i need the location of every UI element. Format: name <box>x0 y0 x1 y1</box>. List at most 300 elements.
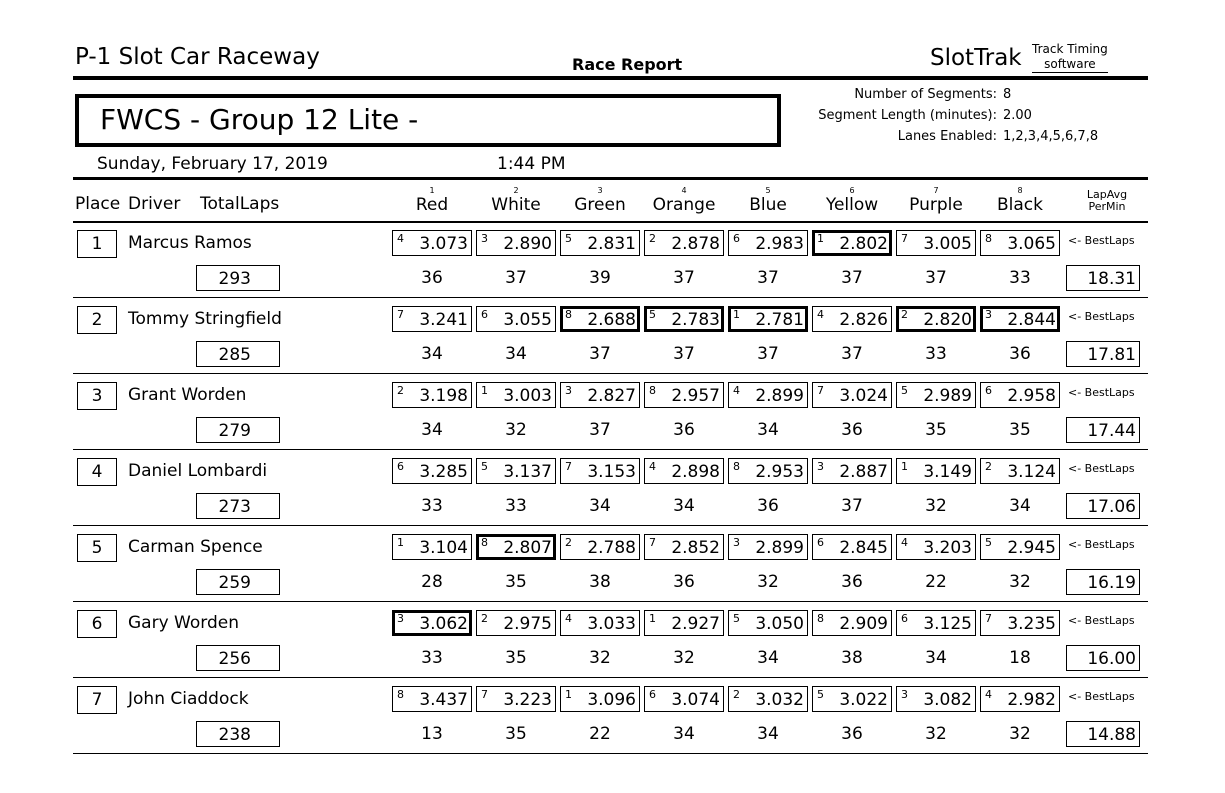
best-lap-cell <box>980 534 1060 560</box>
lane-finish-position: 1 <box>733 308 740 321</box>
best-lap-time: 2.802 <box>839 234 888 254</box>
best-lap-cell <box>812 686 892 712</box>
best-lap-time: 3.033 <box>587 614 636 634</box>
lane-laps: 37 <box>841 496 863 516</box>
best-lap-time: 3.032 <box>755 690 804 710</box>
best-lap-cell <box>392 610 472 636</box>
best-lap-cell <box>728 686 808 712</box>
best-lap-cell <box>392 534 472 560</box>
lane-laps: 35 <box>505 648 527 668</box>
best-lap-time: 3.055 <box>503 310 552 330</box>
lap-average-box: 18.31 <box>1066 265 1140 291</box>
lane-laps: 33 <box>421 648 443 668</box>
row-separator <box>73 297 1148 298</box>
best-lap-time: 2.975 <box>503 614 552 634</box>
bestlaps-label: <- BestLaps <box>1068 310 1135 323</box>
best-lap-cell <box>812 306 892 332</box>
best-lap-cell <box>980 458 1060 484</box>
meta-segments-label: Number of Segments: <box>854 87 997 102</box>
best-lap-cell <box>728 306 808 332</box>
col-lapavg <box>1072 189 1142 213</box>
lane-laps: 36 <box>673 420 695 440</box>
best-lap-time: 2.989 <box>923 386 972 406</box>
lane-laps: 22 <box>925 572 947 592</box>
best-lap-time: 2.807 <box>503 538 552 558</box>
total-laps-box: 256 <box>196 645 280 671</box>
lane-laps: 34 <box>757 420 779 440</box>
best-lap-cell <box>476 610 556 636</box>
best-lap-cell <box>896 230 976 256</box>
lane-laps: 33 <box>421 496 443 516</box>
lane-laps: 34 <box>673 496 695 516</box>
col-lapavg-line1: LapAvg <box>1086 188 1128 201</box>
best-lap-cell <box>728 534 808 560</box>
bestlaps-label: <- BestLaps <box>1068 234 1135 247</box>
driver-name: Grant Worden <box>128 385 247 405</box>
best-lap-time: 3.241 <box>419 310 468 330</box>
lane-laps: 33 <box>925 344 947 364</box>
best-lap-time: 2.890 <box>503 234 552 254</box>
bestlaps-label: <- BestLaps <box>1068 614 1135 627</box>
best-lap-time: 2.983 <box>755 234 804 254</box>
best-lap-cell <box>896 382 976 408</box>
lane-number: 5 <box>765 186 771 195</box>
lane-laps: 35 <box>505 572 527 592</box>
lane-laps: 33 <box>505 496 527 516</box>
lane-laps: 34 <box>589 496 611 516</box>
lane-finish-position: 7 <box>649 536 656 549</box>
lane-name: Purple <box>909 195 963 215</box>
best-lap-cell <box>644 230 724 256</box>
lane-finish-position: 6 <box>649 688 656 701</box>
best-lap-cell <box>392 306 472 332</box>
lane-laps: 22 <box>589 724 611 744</box>
best-lap-cell <box>560 306 640 332</box>
lane-laps: 36 <box>421 268 443 288</box>
best-lap-cell <box>896 610 976 636</box>
lane-laps: 32 <box>673 648 695 668</box>
lane-laps: 37 <box>841 268 863 288</box>
lane-finish-position: 4 <box>733 384 740 397</box>
lane-number: 3 <box>597 186 603 195</box>
best-lap-time: 2.909 <box>839 614 888 634</box>
best-lap-cell <box>812 610 892 636</box>
driver-name: Tommy Stringfield <box>128 309 282 329</box>
lane-finish-position: 8 <box>481 536 488 549</box>
place-box: 5 <box>77 534 117 562</box>
lane-laps: 34 <box>757 648 779 668</box>
best-lap-time: 3.124 <box>1007 462 1056 482</box>
lane-laps: 32 <box>589 648 611 668</box>
report-title: Race Report <box>572 55 683 74</box>
lane-finish-position: 3 <box>901 688 908 701</box>
total-laps-box: 279 <box>196 417 280 443</box>
best-lap-cell <box>392 686 472 712</box>
lane-finish-position: 2 <box>649 232 656 245</box>
lap-average-box: 17.44 <box>1066 417 1140 443</box>
lane-finish-position: 5 <box>649 308 656 321</box>
lane-header-green <box>558 186 642 215</box>
driver-name: Carman Spence <box>128 537 263 557</box>
best-lap-time: 3.125 <box>923 614 972 634</box>
lane-finish-position: 1 <box>649 612 656 625</box>
best-lap-time: 2.852 <box>671 538 720 558</box>
best-lap-cell <box>812 230 892 256</box>
lane-laps: 34 <box>1009 496 1031 516</box>
lane-laps: 32 <box>1009 724 1031 744</box>
best-lap-time: 3.082 <box>923 690 972 710</box>
lane-laps: 37 <box>757 268 779 288</box>
lane-laps: 32 <box>757 572 779 592</box>
best-lap-cell <box>812 458 892 484</box>
best-lap-time: 2.982 <box>1007 690 1056 710</box>
col-total-laps: TotalLaps <box>200 194 280 214</box>
lane-laps: 36 <box>1009 344 1031 364</box>
header-rule <box>73 76 1148 80</box>
lane-header-yellow <box>810 186 894 215</box>
brand-subtitle-line2: software <box>1032 57 1108 73</box>
driver-name: Daniel Lombardi <box>128 461 268 481</box>
lane-finish-position: 4 <box>397 232 404 245</box>
best-lap-cell <box>644 382 724 408</box>
lane-finish-position: 4 <box>649 460 656 473</box>
best-lap-cell <box>476 230 556 256</box>
lane-laps: 35 <box>1009 420 1031 440</box>
best-lap-cell <box>896 686 976 712</box>
total-laps-box: 293 <box>196 265 280 291</box>
lane-laps: 32 <box>925 724 947 744</box>
lap-average-box: 17.06 <box>1066 493 1140 519</box>
best-lap-cell <box>728 458 808 484</box>
best-lap-cell <box>392 382 472 408</box>
lane-finish-position: 2 <box>733 688 740 701</box>
best-lap-cell <box>980 610 1060 636</box>
lane-finish-position: 7 <box>481 688 488 701</box>
lane-finish-position: 5 <box>481 460 488 473</box>
best-lap-cell <box>560 610 640 636</box>
place-box: 7 <box>77 686 117 714</box>
best-lap-cell <box>728 230 808 256</box>
lane-laps: 28 <box>421 572 443 592</box>
lane-laps: 36 <box>673 572 695 592</box>
lane-finish-position: 5 <box>817 688 824 701</box>
lane-finish-position: 4 <box>817 308 824 321</box>
best-lap-time: 2.688 <box>587 310 636 330</box>
best-lap-time: 3.235 <box>1007 614 1056 634</box>
brand-subtitle-line1: Track Timing <box>1032 42 1108 56</box>
best-lap-time: 2.820 <box>923 310 972 330</box>
place-box: 3 <box>77 382 117 410</box>
lane-laps: 37 <box>505 268 527 288</box>
lane-finish-position: 7 <box>817 384 824 397</box>
lane-laps: 36 <box>841 572 863 592</box>
lap-average-box: 16.00 <box>1066 645 1140 671</box>
lane-finish-position: 1 <box>481 384 488 397</box>
best-lap-cell <box>644 458 724 484</box>
best-lap-cell <box>392 230 472 256</box>
lane-finish-position: 1 <box>397 536 404 549</box>
lane-finish-position: 6 <box>901 612 908 625</box>
lane-finish-position: 8 <box>649 384 656 397</box>
lane-finish-position: 2 <box>985 460 992 473</box>
meta-segment-length-value: 2.00 <box>1003 108 1032 123</box>
best-lap-time: 2.831 <box>587 234 636 254</box>
lane-number: 7 <box>933 186 939 195</box>
best-lap-cell <box>812 382 892 408</box>
bestlaps-label: <- BestLaps <box>1068 690 1135 703</box>
best-lap-time: 2.958 <box>1007 386 1056 406</box>
lane-laps: 39 <box>589 268 611 288</box>
best-lap-time: 2.827 <box>587 386 636 406</box>
best-lap-time: 3.003 <box>503 386 552 406</box>
place-box: 2 <box>77 306 117 334</box>
bestlaps-label: <- BestLaps <box>1068 462 1135 475</box>
lane-laps: 36 <box>841 724 863 744</box>
lane-finish-position: 4 <box>901 536 908 549</box>
best-lap-cell <box>644 306 724 332</box>
lane-laps: 37 <box>589 420 611 440</box>
lane-finish-position: 8 <box>985 232 992 245</box>
total-laps-box: 259 <box>196 569 280 595</box>
lane-finish-position: 6 <box>481 308 488 321</box>
lane-finish-position: 2 <box>565 536 572 549</box>
lane-finish-position: 8 <box>565 308 572 321</box>
lane-finish-position: 7 <box>397 308 404 321</box>
best-lap-cell <box>476 686 556 712</box>
best-lap-time: 3.022 <box>839 690 888 710</box>
best-lap-time: 2.781 <box>755 310 804 330</box>
best-lap-cell <box>560 686 640 712</box>
lane-finish-position: 6 <box>733 232 740 245</box>
best-lap-time: 3.024 <box>839 386 888 406</box>
lane-number: 2 <box>513 186 519 195</box>
lane-finish-position: 6 <box>817 536 824 549</box>
best-lap-cell <box>560 382 640 408</box>
lane-header-white <box>474 186 558 215</box>
lane-laps: 36 <box>841 420 863 440</box>
best-lap-time: 2.845 <box>839 538 888 558</box>
row-separator <box>73 677 1148 678</box>
best-lap-cell <box>728 610 808 636</box>
best-lap-cell <box>896 534 976 560</box>
best-lap-time: 3.096 <box>587 690 636 710</box>
best-lap-cell <box>476 382 556 408</box>
driver-name: Marcus Ramos <box>128 233 252 253</box>
best-lap-cell <box>896 306 976 332</box>
lane-finish-position: 7 <box>565 460 572 473</box>
lane-finish-position: 1 <box>901 460 908 473</box>
lane-laps: 34 <box>925 648 947 668</box>
info-rule <box>73 177 1148 180</box>
bestlaps-label: <- BestLaps <box>1068 538 1135 551</box>
lane-finish-position: 4 <box>985 688 992 701</box>
race-time: 1:44 PM <box>497 154 566 174</box>
driver-name: John Ciaddock <box>128 689 249 709</box>
lane-laps: 37 <box>673 344 695 364</box>
best-lap-time: 3.104 <box>419 538 468 558</box>
best-lap-time: 3.005 <box>923 234 972 254</box>
best-lap-time: 3.153 <box>587 462 636 482</box>
col-place: Place <box>75 194 121 214</box>
total-laps-box: 238 <box>196 721 280 747</box>
race-name: FWCS - Group 12 Lite - <box>100 103 419 136</box>
best-lap-time: 2.878 <box>671 234 720 254</box>
lane-laps: 38 <box>589 572 611 592</box>
bestlaps-label: <- BestLaps <box>1068 386 1135 399</box>
lane-laps: 34 <box>505 344 527 364</box>
lane-laps: 37 <box>925 268 947 288</box>
lane-finish-position: 2 <box>397 384 404 397</box>
lane-laps: 33 <box>1009 268 1031 288</box>
best-lap-cell <box>980 382 1060 408</box>
best-lap-time: 3.149 <box>923 462 972 482</box>
lane-laps: 34 <box>757 724 779 744</box>
lane-name: Green <box>574 195 626 215</box>
lane-laps: 37 <box>757 344 779 364</box>
best-lap-cell <box>644 610 724 636</box>
lane-finish-position: 6 <box>397 460 404 473</box>
best-lap-cell <box>812 534 892 560</box>
lane-finish-position: 3 <box>397 612 404 625</box>
best-lap-time: 2.826 <box>839 310 888 330</box>
best-lap-cell <box>728 382 808 408</box>
row-separator <box>73 449 1148 450</box>
row-separator <box>73 525 1148 526</box>
best-lap-time: 3.203 <box>923 538 972 558</box>
place-box: 1 <box>77 230 117 258</box>
lane-finish-position: 3 <box>733 536 740 549</box>
best-lap-cell <box>644 534 724 560</box>
place-box: 6 <box>77 610 117 638</box>
lane-laps: 18 <box>1009 648 1031 668</box>
best-lap-cell <box>560 458 640 484</box>
best-lap-cell <box>980 306 1060 332</box>
lane-laps: 37 <box>589 344 611 364</box>
best-lap-cell <box>560 534 640 560</box>
lane-finish-position: 3 <box>481 232 488 245</box>
best-lap-cell <box>980 230 1060 256</box>
meta-segments-value: 8 <box>1003 87 1012 102</box>
meta-segment-length-label: Segment Length (minutes): <box>818 108 997 123</box>
best-lap-cell <box>980 686 1060 712</box>
best-lap-time: 3.065 <box>1007 234 1056 254</box>
lane-finish-position: 5 <box>733 612 740 625</box>
best-lap-time: 3.050 <box>755 614 804 634</box>
lane-laps: 34 <box>421 420 443 440</box>
best-lap-cell <box>392 458 472 484</box>
lane-name: White <box>491 195 541 215</box>
best-lap-cell <box>896 458 976 484</box>
best-lap-time: 2.899 <box>755 386 804 406</box>
best-lap-time: 3.223 <box>503 690 552 710</box>
best-lap-time: 2.945 <box>1007 538 1056 558</box>
lane-finish-position: 4 <box>565 612 572 625</box>
lane-header-red <box>390 186 474 215</box>
lane-finish-position: 8 <box>733 460 740 473</box>
race-date: Sunday, February 17, 2019 <box>97 154 328 174</box>
lane-laps: 38 <box>841 648 863 668</box>
lane-finish-position: 1 <box>817 232 824 245</box>
lane-laps: 32 <box>505 420 527 440</box>
best-lap-cell <box>560 230 640 256</box>
total-laps-box: 273 <box>196 493 280 519</box>
lane-laps: 37 <box>673 268 695 288</box>
lane-name: Black <box>997 195 1043 215</box>
lane-laps: 35 <box>505 724 527 744</box>
best-lap-time: 3.062 <box>419 614 468 634</box>
lane-finish-position: 3 <box>985 308 992 321</box>
total-laps-box: 285 <box>196 341 280 367</box>
best-lap-time: 3.437 <box>419 690 468 710</box>
lane-laps: 35 <box>925 420 947 440</box>
lane-finish-position: 1 <box>565 688 572 701</box>
best-lap-time: 3.073 <box>419 234 468 254</box>
lane-laps: 34 <box>421 344 443 364</box>
lane-number: 1 <box>429 186 435 195</box>
lane-finish-position: 5 <box>565 232 572 245</box>
lap-average-box: 17.81 <box>1066 341 1140 367</box>
lane-number: 4 <box>681 186 687 195</box>
lane-finish-position: 5 <box>901 384 908 397</box>
brand-subtitle <box>1032 42 1108 73</box>
best-lap-time: 3.137 <box>503 462 552 482</box>
lane-finish-position: 7 <box>985 612 992 625</box>
best-lap-time: 2.887 <box>839 462 888 482</box>
lane-name: Orange <box>652 195 716 215</box>
best-lap-time: 3.074 <box>671 690 720 710</box>
meta-lanes-value: 1,2,3,4,5,6,7,8 <box>1003 129 1099 144</box>
lane-name: Blue <box>749 195 787 215</box>
best-lap-cell <box>476 458 556 484</box>
lane-finish-position: 5 <box>985 536 992 549</box>
lane-laps: 36 <box>757 496 779 516</box>
best-lap-time: 2.899 <box>755 538 804 558</box>
lane-finish-position: 2 <box>481 612 488 625</box>
best-lap-time: 2.788 <box>587 538 636 558</box>
col-lapavg-line2: PerMin <box>1088 200 1126 213</box>
lane-laps: 37 <box>841 344 863 364</box>
brand-name: SlotTrak <box>930 45 1022 71</box>
lane-header-orange <box>642 186 726 215</box>
lane-name: Yellow <box>825 195 879 215</box>
best-lap-time: 3.285 <box>419 462 468 482</box>
best-lap-time: 2.898 <box>671 462 720 482</box>
lane-header-blue <box>726 186 810 215</box>
best-lap-time: 2.927 <box>671 614 720 634</box>
lane-finish-position: 6 <box>985 384 992 397</box>
driver-name: Gary Worden <box>128 613 239 633</box>
row-separator <box>73 373 1148 374</box>
row-separator <box>73 753 1148 754</box>
meta-lanes-label: Lanes Enabled: <box>897 129 997 144</box>
best-lap-cell <box>476 306 556 332</box>
lane-finish-position: 3 <box>817 460 824 473</box>
lap-average-box: 14.88 <box>1066 721 1140 747</box>
best-lap-time: 2.783 <box>671 310 720 330</box>
col-driver: Driver <box>128 194 181 214</box>
place-box: 4 <box>77 458 117 486</box>
lane-laps: 32 <box>1009 572 1031 592</box>
best-lap-time: 2.844 <box>1007 310 1056 330</box>
lane-finish-position: 8 <box>397 688 404 701</box>
lane-finish-position: 8 <box>817 612 824 625</box>
lane-laps: 34 <box>673 724 695 744</box>
best-lap-time: 3.198 <box>419 386 468 406</box>
best-lap-time: 2.953 <box>755 462 804 482</box>
lane-number: 6 <box>849 186 855 195</box>
venue-name: P-1 Slot Car Raceway <box>75 44 320 70</box>
lane-laps: 32 <box>925 496 947 516</box>
